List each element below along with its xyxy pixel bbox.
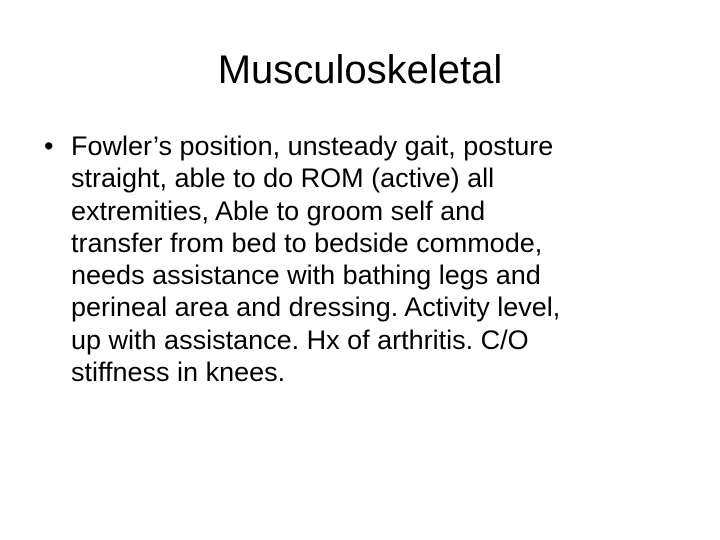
bullet-text-line: extremities, Able to groom self and: [71, 195, 486, 226]
bullet-list: [44, 130, 684, 388]
bullet-icon: •: [44, 131, 54, 161]
bullet-text-line: straight, able to do ROM (active) all: [71, 163, 495, 194]
bullet-text-line: up with assistance. Hx of arthritis. C/O: [71, 324, 529, 355]
bullet-text-line: Fowler’s position, unsteady gait, posture: [71, 131, 554, 161]
bullet-text-line: stiffness in knees.: [71, 357, 286, 388]
bullet-text-line: perineal area and dressing. Activity level,: [71, 292, 561, 323]
slide-title: Musculoskeletal: [217, 48, 503, 92]
bullet-text-line: transfer from bed to bedside commode,: [71, 227, 543, 258]
bullet-item: [44, 130, 684, 388]
bullet-text-line: needs assistance with bathing legs and: [71, 260, 541, 291]
